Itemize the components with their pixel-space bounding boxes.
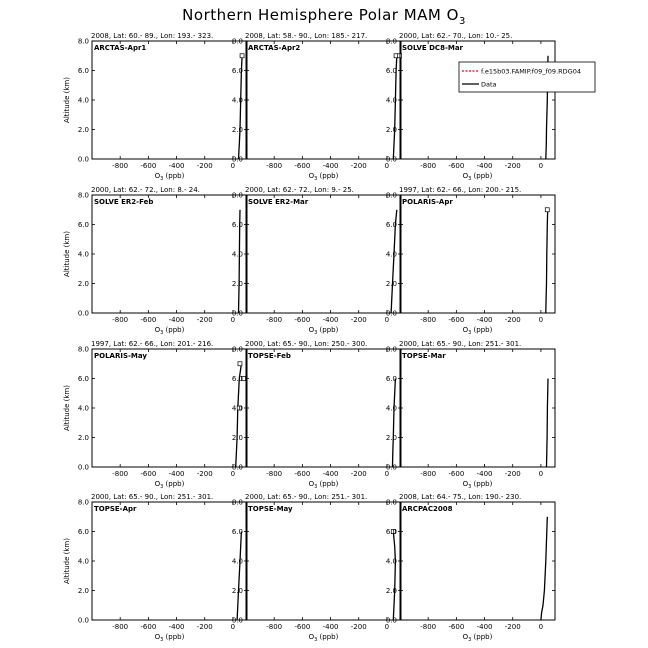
panel-3-xtick-label: 0 bbox=[538, 162, 544, 170]
panel-5-xtick-label: -800 bbox=[266, 316, 283, 324]
panel-7-ytick-label: 6.0 bbox=[77, 375, 89, 383]
panel-2-ytick-label: 4.0 bbox=[231, 96, 243, 105]
panel-11-ytick-label: 8.0 bbox=[231, 498, 243, 507]
panel-10-xtick-label: -200 bbox=[196, 623, 213, 631]
panel-3-ytick-label: 8.0 bbox=[385, 37, 397, 46]
panel-11-ytick-label: 2.0 bbox=[231, 587, 243, 595]
panel-3-xtick-label: -600 bbox=[448, 162, 465, 170]
panel-10-xtick-label: -600 bbox=[140, 623, 157, 631]
panel-1-frame bbox=[92, 41, 247, 159]
panel-8-header: 2000, Lat: 65.- 90., Lon: 250.- 300. bbox=[245, 340, 368, 348]
panel-10-series-line bbox=[237, 532, 241, 621]
panel-5-ytick-label: 2.0 bbox=[231, 280, 243, 288]
panel-8-xtick-label: -800 bbox=[266, 470, 283, 478]
panel-3-xtick-label: -400 bbox=[476, 162, 493, 170]
panel-1-xtick-label: -600 bbox=[140, 162, 157, 170]
panel-12-ytick-label: 0.0 bbox=[385, 616, 397, 625]
panel-2-ytick-label: 0.0 bbox=[231, 155, 243, 164]
panel-5-ytick-label: 4.0 bbox=[231, 250, 243, 259]
panel-1-ytick-label: 8.0 bbox=[77, 37, 89, 46]
panel-3-ytick-label: 2.0 bbox=[385, 126, 397, 134]
panel-8-name: TOPSE-Feb bbox=[248, 352, 291, 360]
panel-4-xtick-label: -400 bbox=[168, 316, 185, 324]
panel-4-name: SOLVE ER2-Feb bbox=[94, 198, 154, 206]
panel-2-frame bbox=[246, 41, 401, 159]
figure-title: Northern Hemisphere Polar MAM $O_3$ bbox=[182, 6, 466, 27]
panel-5-frame bbox=[246, 195, 401, 313]
panel-7-name: POLARIS-May bbox=[94, 352, 147, 360]
panel-8-xtick-label: -200 bbox=[350, 470, 367, 478]
panel-2-xtick-label: -400 bbox=[322, 162, 339, 170]
panel-9-name: TOPSE-Mar bbox=[402, 352, 446, 360]
panel-8-ytick-label: 0.0 bbox=[231, 463, 243, 472]
panel-10-ytick-label: 2.0 bbox=[77, 587, 89, 595]
panel-9-ytick-label: 2.0 bbox=[385, 434, 397, 442]
panel-1-xtick-label: -200 bbox=[196, 162, 213, 170]
panel-2-xtick-label: -800 bbox=[266, 162, 283, 170]
panel-8-ytick-label: 2.0 bbox=[231, 434, 243, 442]
panel-8-xlabel: $O_3$ (ppb) bbox=[308, 480, 339, 490]
panel-7-ytick-label: 8.0 bbox=[77, 345, 89, 354]
panel-9-ytick-label: 4.0 bbox=[385, 404, 397, 413]
panel-3-xtick-label: -800 bbox=[420, 162, 437, 170]
panel-7-xtick-label: -600 bbox=[140, 470, 157, 478]
panel-1-ylabel: Altitude (km) bbox=[63, 77, 71, 123]
panel-10-name: TOPSE-Apr bbox=[94, 505, 137, 513]
panel-1-xtick-label: 0 bbox=[230, 162, 236, 170]
panel-4-ytick-label: 2.0 bbox=[77, 280, 89, 288]
panel-9-header: 2000, Lat: 65.- 90., Lon: 251.- 301. bbox=[399, 340, 522, 348]
panel-11-xtick-label: -800 bbox=[266, 623, 283, 631]
panel-4-xlabel: $O_3$ (ppb) bbox=[154, 326, 185, 336]
panel-1-xtick-label: -800 bbox=[112, 162, 129, 170]
panel-1-ytick-label: 6.0 bbox=[77, 67, 89, 75]
panel-7-ytick-label: 2.0 bbox=[77, 434, 89, 442]
panel-6-xtick-label: -200 bbox=[504, 316, 521, 324]
panel-8-xtick-label: -600 bbox=[294, 470, 311, 478]
panel-9-xlabel: $O_3$ (ppb) bbox=[462, 480, 493, 490]
panel-9-frame bbox=[400, 349, 555, 467]
panel-3-frame bbox=[400, 41, 555, 159]
panel-9-xtick-label: -800 bbox=[420, 470, 437, 478]
panel-4-xtick-label: -600 bbox=[140, 316, 157, 324]
panel-6-xtick-label: -600 bbox=[448, 316, 465, 324]
panel-6-data-box bbox=[545, 208, 549, 212]
panel-10-ytick-label: 8.0 bbox=[77, 498, 89, 507]
panel-9-series-line bbox=[547, 379, 549, 468]
panel-6-ytick-label: 4.0 bbox=[385, 250, 397, 259]
panel-3-ytick-label: 4.0 bbox=[385, 96, 397, 105]
panel-12-ytick-label: 8.0 bbox=[385, 498, 397, 507]
panel-10-ytick-label: 4.0 bbox=[77, 557, 89, 566]
panel-10-ytick-label: 0.0 bbox=[77, 616, 89, 625]
panel-12-ytick-label: 6.0 bbox=[385, 528, 397, 536]
panel-11-xlabel: $O_3$ (ppb) bbox=[308, 633, 339, 643]
panel-2-header: 2008, Lat: 58.- 90., Lon: 185.- 217. bbox=[245, 32, 368, 40]
panel-5-xtick-label: 0 bbox=[384, 316, 390, 324]
panel-7-header: 1997, Lat: 62.- 66., Lon: 201.- 216. bbox=[91, 340, 214, 348]
panel-3-xlabel: $O_3$ (ppb) bbox=[462, 172, 493, 182]
panel-7-ylabel: Altitude (km) bbox=[63, 385, 71, 431]
panel-12-frame bbox=[400, 502, 555, 620]
panel-5-xtick-label: -200 bbox=[350, 316, 367, 324]
panel-7-frame bbox=[92, 349, 247, 467]
panel-12-ytick-label: 4.0 bbox=[385, 557, 397, 566]
panel-11-header: 2000, Lat: 65.- 90., Lon: 251.- 301. bbox=[245, 493, 368, 501]
panel-11-xtick-label: 0 bbox=[384, 623, 390, 631]
panel-9-xtick-label: -600 bbox=[448, 470, 465, 478]
panel-12-header: 2008, Lat: 64.- 75., Lon: 190.- 230. bbox=[399, 493, 522, 501]
panel-7-data-box bbox=[238, 362, 242, 366]
panel-12-ytick-label: 2.0 bbox=[385, 587, 397, 595]
panel-2-xlabel: $O_3$ (ppb) bbox=[308, 172, 339, 182]
panel-11-series-line bbox=[393, 532, 395, 621]
panel-1-data-box bbox=[240, 54, 244, 58]
panel-8-series-line bbox=[393, 379, 396, 468]
panel-7-ytick-label: 0.0 bbox=[77, 463, 89, 472]
panel-1-xlabel: $O_3$ (ppb) bbox=[154, 172, 185, 182]
panel-10-ylabel: Altitude (km) bbox=[63, 538, 71, 584]
panel-7-ytick-label: 4.0 bbox=[77, 404, 89, 413]
panel-8-ytick-label: 8.0 bbox=[231, 345, 243, 354]
panel-3-xtick-label: -200 bbox=[504, 162, 521, 170]
panel-7-xlabel: $O_3$ (ppb) bbox=[154, 480, 185, 490]
panel-10-xtick-label: -800 bbox=[112, 623, 129, 631]
panel-8-frame bbox=[246, 349, 401, 467]
panel-4-ytick-label: 0.0 bbox=[77, 309, 89, 318]
panel-12-xtick-label: -600 bbox=[448, 623, 465, 631]
panel-10-frame bbox=[92, 502, 247, 620]
panel-4-ytick-label: 6.0 bbox=[77, 221, 89, 229]
panel-2-xtick-label: -200 bbox=[350, 162, 367, 170]
panel-9-xtick-label: 0 bbox=[538, 470, 544, 478]
panel-8-ytick-label: 6.0 bbox=[231, 375, 243, 383]
panel-2-xtick-label: 0 bbox=[384, 162, 390, 170]
panel-2-ytick-label: 6.0 bbox=[231, 67, 243, 75]
panel-10-xlabel: $O_3$ (ppb) bbox=[154, 633, 185, 643]
panel-12-xtick-label: -400 bbox=[476, 623, 493, 631]
panel-11-frame bbox=[246, 502, 401, 620]
panel-10-xtick-label: -400 bbox=[168, 623, 185, 631]
panel-10-xtick-label: 0 bbox=[230, 623, 236, 631]
panel-5-xtick-label: -400 bbox=[322, 316, 339, 324]
panel-4-xtick-label: -200 bbox=[196, 316, 213, 324]
panel-9-xtick-label: -400 bbox=[476, 470, 493, 478]
panel-9-ytick-label: 6.0 bbox=[385, 375, 397, 383]
panel-6-ytick-label: 0.0 bbox=[385, 309, 397, 318]
panel-6-xtick-label: -800 bbox=[420, 316, 437, 324]
panel-11-ytick-label: 4.0 bbox=[231, 557, 243, 566]
panel-6-xlabel: $O_3$ (ppb) bbox=[462, 326, 493, 336]
panel-4-header: 2000, Lat: 62.- 72., Lon: 8.- 24. bbox=[91, 186, 200, 194]
panel-12-series-line bbox=[541, 517, 547, 620]
panel-4-ylabel: Altitude (km) bbox=[63, 231, 71, 277]
panel-9-xtick-label: -200 bbox=[504, 470, 521, 478]
panel-6-name: POLARIS-Apr bbox=[402, 198, 453, 206]
panel-9-ytick-label: 0.0 bbox=[385, 463, 397, 472]
panel-1-ytick-label: 2.0 bbox=[77, 126, 89, 134]
panel-6-series-line bbox=[546, 210, 548, 313]
panel-2-ytick-label: 2.0 bbox=[231, 126, 243, 134]
panel-2-name: ARCTAS-Apr2 bbox=[248, 44, 301, 52]
panel-5-xtick-label: -600 bbox=[294, 316, 311, 324]
panel-1-name: ARCTAS-Apr1 bbox=[94, 44, 147, 52]
panel-6-frame bbox=[400, 195, 555, 313]
panel-4-ytick-label: 8.0 bbox=[77, 191, 89, 200]
panel-2-ytick-label: 8.0 bbox=[231, 37, 243, 46]
panel-6-ytick-label: 2.0 bbox=[385, 280, 397, 288]
panel-4-xtick-label: -800 bbox=[112, 316, 129, 324]
panel-11-xtick-label: -400 bbox=[322, 623, 339, 631]
panel-10-ytick-label: 6.0 bbox=[77, 528, 89, 536]
panel-3-ytick-label: 0.0 bbox=[385, 155, 397, 164]
panel-8-ytick-label: 4.0 bbox=[231, 404, 243, 413]
panel-12-xtick-label: -800 bbox=[420, 623, 437, 631]
panel-5-header: 2000, Lat: 62.- 72., Lon: 9.- 25. bbox=[245, 186, 354, 194]
panel-11-xtick-label: -600 bbox=[294, 623, 311, 631]
panel-1-xtick-label: -400 bbox=[168, 162, 185, 170]
panel-12-name: ARCPAC2008 bbox=[402, 505, 453, 513]
panel-4-ytick-label: 4.0 bbox=[77, 250, 89, 259]
panel-7-xtick-label: -400 bbox=[168, 470, 185, 478]
panel-1-ytick-label: 0.0 bbox=[77, 155, 89, 164]
panel-6-ytick-label: 6.0 bbox=[385, 221, 397, 229]
panel-6-xtick-label: -400 bbox=[476, 316, 493, 324]
panel-1-header: 2008, Lat: 60.- 89., Lon: 193.- 323. bbox=[91, 32, 214, 40]
panel-7-xtick-label: -800 bbox=[112, 470, 129, 478]
panel-11-ytick-label: 6.0 bbox=[231, 528, 243, 536]
panel-6-header: 1997, Lat: 62.- 66., Lon: 200.- 215. bbox=[399, 186, 522, 194]
panel-3-ytick-label: 6.0 bbox=[385, 67, 397, 75]
panel-8-xtick-label: 0 bbox=[384, 470, 390, 478]
legend-label-1: f.e15b03.FAMIP.f09_f09.RDG04 bbox=[481, 67, 581, 76]
panel-5-ytick-label: 0.0 bbox=[231, 309, 243, 318]
panel-4-xtick-label: 0 bbox=[230, 316, 236, 324]
panel-5-ytick-label: 8.0 bbox=[231, 191, 243, 200]
panel-11-ytick-label: 0.0 bbox=[231, 616, 243, 625]
panel-9-ytick-label: 8.0 bbox=[385, 345, 397, 354]
panel-5-xlabel: $O_3$ (ppb) bbox=[308, 326, 339, 336]
panel-2-xtick-label: -600 bbox=[294, 162, 311, 170]
panel-12-xtick-label: 0 bbox=[538, 623, 544, 631]
panel-6-xtick-label: 0 bbox=[538, 316, 544, 324]
panel-11-name: TOPSE-May bbox=[248, 505, 293, 513]
panel-10-header: 2000, Lat: 65.- 90., Lon: 251.- 301. bbox=[91, 493, 214, 501]
panel-7-xtick-label: 0 bbox=[230, 470, 236, 478]
panel-5-ytick-label: 6.0 bbox=[231, 221, 243, 229]
panel-3-name: SOLVE DC8-Mar bbox=[402, 44, 463, 52]
panel-6-ytick-label: 8.0 bbox=[385, 191, 397, 200]
panel-12-xlabel: $O_3$ (ppb) bbox=[462, 633, 493, 643]
panel-1-ytick-label: 4.0 bbox=[77, 96, 89, 105]
panel-12-xtick-label: -200 bbox=[504, 623, 521, 631]
legend-label-2: Data bbox=[481, 80, 497, 89]
panel-7-xtick-label: -200 bbox=[196, 470, 213, 478]
panel-3-header: 2000, Lat: 62.- 70., Lon: 10.- 25. bbox=[399, 32, 513, 40]
panel-11-xtick-label: -200 bbox=[350, 623, 367, 631]
panel-4-frame bbox=[92, 195, 247, 313]
legend-box bbox=[459, 62, 595, 92]
panel-8-xtick-label: -400 bbox=[322, 470, 339, 478]
panel-5-name: SOLVE ER2-Mar bbox=[248, 198, 309, 206]
